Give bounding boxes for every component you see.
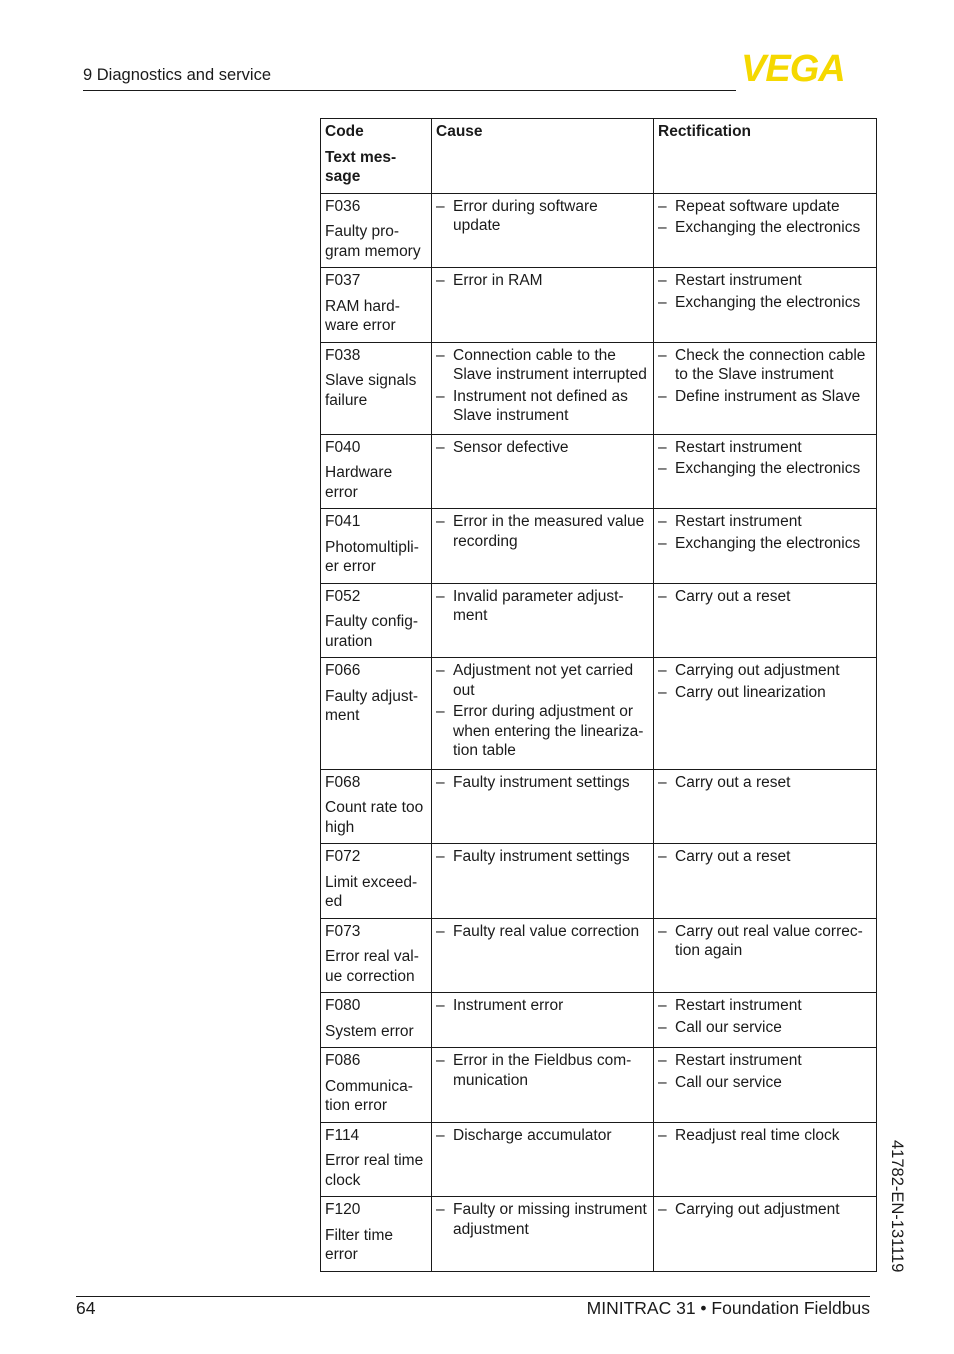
rectification-cell [654, 844, 877, 919]
rectification-item: – Readjust real time clock [658, 1126, 872, 1146]
cause-item: – Instrument error [436, 996, 649, 1016]
error-code: F038 [325, 346, 361, 364]
table-row [321, 844, 877, 919]
rectification-item: – Carrying out adjustment [658, 1200, 872, 1220]
table-row [321, 1197, 877, 1272]
error-code: F114 [325, 1126, 360, 1144]
rectification-item: – Carry out linearization [658, 683, 872, 703]
code-cell [321, 583, 432, 658]
cause-cell [432, 918, 654, 993]
table-row [321, 193, 877, 268]
header-code-label: Code [325, 123, 364, 140]
footer-rule [76, 1296, 870, 1297]
rectification-item: – Exchanging the electronics [658, 534, 872, 554]
document-code-text: 41782-EN-131119 [888, 1140, 906, 1273]
code-cell [321, 342, 432, 434]
rectification-item: – Repeat software update [658, 197, 872, 217]
rectification-list [658, 1126, 872, 1146]
rectification-list [658, 271, 872, 312]
rectification-cell [654, 769, 877, 844]
table-row [321, 1048, 877, 1123]
error-code: F041 [325, 513, 361, 530]
error-code: F080 [325, 997, 361, 1014]
cause-cell [432, 658, 654, 770]
table-row [321, 509, 877, 584]
rectification-list [658, 996, 872, 1037]
error-code: F073 [325, 922, 361, 940]
cause-cell [432, 993, 654, 1048]
error-code: F086 [325, 1052, 361, 1069]
table-row [321, 583, 877, 658]
rectification-cell [654, 918, 877, 993]
cause-list [436, 197, 649, 236]
cause-cell [432, 342, 654, 434]
table-row [321, 993, 877, 1048]
error-message: Filter time error [325, 1226, 394, 1263]
header-rule [83, 90, 736, 91]
rectification-item: – Carry out a reset [658, 587, 872, 607]
rectification-item: – Carry out a reset [658, 773, 872, 793]
cause-list [436, 1200, 649, 1239]
error-message: Count rate too high [325, 799, 424, 836]
cause-item: – Faulty real value correction [436, 922, 649, 942]
code-cell [321, 1197, 432, 1272]
cause-item: – Connection cable to the Slave instrument interrupted [436, 346, 649, 385]
error-code: F040 [325, 438, 361, 456]
rectification-cell [654, 993, 877, 1048]
rectification-cell [654, 193, 877, 268]
code-cell [321, 509, 432, 584]
header-code [321, 119, 432, 194]
error-message: Photomultipli- er error [325, 538, 419, 575]
error-code: F120 [325, 1201, 361, 1218]
rectification-list [658, 512, 872, 553]
cause-list [436, 996, 649, 1016]
table-row [321, 1122, 877, 1197]
rectification-list [658, 197, 872, 238]
error-code: F072 [325, 848, 361, 865]
diagnostics-table [320, 118, 877, 1272]
table-row [321, 434, 877, 509]
rectification-item: – Restart instrument [658, 1051, 872, 1071]
cause-cell [432, 844, 654, 919]
code-cell [321, 918, 432, 993]
table-header-row [321, 119, 877, 194]
error-code: F052 [325, 587, 361, 605]
rectification-item: – Call our service [658, 1018, 872, 1038]
code-cell [321, 268, 432, 343]
rectification-cell [654, 342, 877, 434]
rectification-cell [654, 509, 877, 584]
cause-item: – Faulty instrument settings [436, 773, 649, 793]
vega-logo: VEGA [741, 48, 845, 90]
cause-cell [432, 434, 654, 509]
code-cell [321, 844, 432, 919]
cause-list [436, 587, 649, 626]
table-row [321, 658, 877, 770]
error-message: Faulty config- uration [325, 613, 419, 650]
error-message: RAM hard- ware error [325, 297, 400, 334]
rectification-item: – Exchanging the electronics [658, 218, 872, 238]
cause-item: – Faulty instrument settings [436, 847, 649, 867]
rectification-cell [654, 1048, 877, 1123]
error-code: F037 [325, 272, 361, 289]
error-code: F068 [325, 773, 361, 791]
cause-item: – Instrument not defined as Slave instrument [436, 387, 649, 426]
error-message: Slave signals failure [325, 372, 417, 409]
rectification-item: – Exchanging the electronics [658, 459, 872, 479]
document-code [884, 1140, 904, 1300]
section-title: 9 Diagnostics and service [83, 66, 272, 84]
table-row [321, 268, 877, 343]
cause-item: – Invalid parameter adjust- ment [436, 587, 649, 626]
rectification-cell [654, 268, 877, 343]
cause-cell [432, 268, 654, 343]
rectification-item: – Carry out a reset [658, 847, 872, 867]
rectification-cell [654, 1197, 877, 1272]
cause-list [436, 512, 649, 551]
cause-cell [432, 193, 654, 268]
rectification-item: – Carrying out adjustment [658, 661, 872, 681]
cause-list [436, 773, 649, 793]
cause-cell [432, 583, 654, 658]
code-cell [321, 993, 432, 1048]
rectification-list [658, 346, 872, 407]
rectification-item: – Exchanging the electronics [658, 293, 872, 313]
rectification-item: – Define instrument as Slave [658, 387, 872, 407]
cause-list [436, 661, 649, 761]
error-message: Faulty pro- gram memory [325, 223, 421, 260]
error-code: F066 [325, 662, 361, 679]
cause-list [436, 1051, 649, 1090]
table-row [321, 769, 877, 844]
code-cell [321, 434, 432, 509]
rectification-list [658, 847, 872, 867]
cause-list [436, 847, 649, 867]
error-message: Faulty adjust- ment [325, 687, 419, 724]
code-cell [321, 193, 432, 268]
code-cell [321, 769, 432, 844]
cause-cell [432, 509, 654, 584]
rectification-cell [654, 1122, 877, 1197]
rectification-cell [654, 434, 877, 509]
rectification-item: – Restart instrument [658, 271, 872, 291]
cause-cell [432, 1048, 654, 1123]
cause-list [436, 922, 649, 942]
table-row [321, 918, 877, 993]
cause-item: – Error in the measured value recording [436, 512, 649, 551]
rectification-cell [654, 658, 877, 770]
cause-item: – Discharge accumulator [436, 1126, 649, 1146]
rectification-item: – Check the connection cable to the Slave instrument [658, 346, 872, 385]
cause-item: – Sensor defective [436, 438, 649, 458]
error-message: Hardware error [325, 464, 393, 501]
rectification-item: – Call our service [658, 1073, 872, 1093]
header-rectification: Rectification [654, 119, 877, 194]
page-number: 64 [76, 1298, 96, 1318]
header-cause: Cause [432, 119, 654, 194]
code-cell [321, 658, 432, 770]
cause-item: – Adjustment not yet carried out [436, 661, 649, 700]
product-name: MINITRAC 31 • Foundation Fieldbus [586, 1298, 870, 1318]
cause-item: – Error in RAM [436, 271, 649, 291]
cause-list [436, 438, 649, 458]
header-text-message-label: Text mes- sage [325, 148, 397, 185]
rectification-item: – Restart instrument [658, 438, 872, 458]
rectification-cell [654, 583, 877, 658]
rectification-list [658, 1200, 872, 1220]
rectification-list [658, 438, 872, 479]
cause-item: – Error during software update [436, 197, 649, 236]
rectification-list [658, 773, 872, 793]
cause-list [436, 271, 649, 291]
error-message: Error real time clock [325, 1152, 424, 1189]
cause-cell [432, 1122, 654, 1197]
rectification-list [658, 661, 872, 702]
error-code: F036 [325, 197, 361, 215]
table-row [321, 342, 877, 434]
cause-list [436, 346, 649, 426]
error-message: Limit exceed- ed [325, 873, 418, 910]
rectification-list [658, 1051, 872, 1092]
error-message: Communica- tion error [325, 1077, 413, 1114]
code-cell [321, 1048, 432, 1123]
cause-item: – Error in the Fieldbus com- munication [436, 1051, 649, 1090]
rectification-item: – Restart instrument [658, 512, 872, 532]
code-cell [321, 1122, 432, 1197]
error-message: Error real val- ue correction [325, 948, 419, 985]
cause-list [436, 1126, 649, 1146]
cause-cell [432, 769, 654, 844]
rectification-item: – Restart instrument [658, 996, 872, 1016]
rectification-item: – Carry out real value correc- tion again [658, 922, 872, 961]
rectification-list [658, 587, 872, 607]
cause-cell [432, 1197, 654, 1272]
cause-item: – Faulty or missing instrument adjustment [436, 1200, 649, 1239]
cause-item: – Error during adjustment or when entering the lineariza- tion table [436, 702, 649, 761]
error-message: System error [325, 1022, 414, 1040]
rectification-list [658, 922, 872, 961]
